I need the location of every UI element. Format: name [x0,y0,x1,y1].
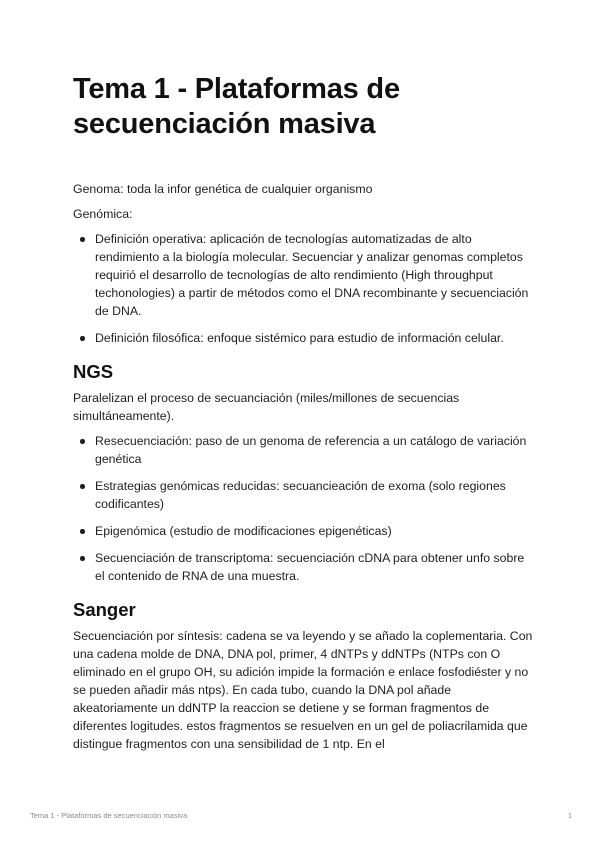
list-item: Resecuenciación: paso de un genoma de referencia a un catálogo de variación genética [95,432,533,468]
list-item: Definición filosófica: enfoque sistémico para estudio de información celular. [95,329,533,347]
list-item: Definición operativa: aplicación de tecnologías automatizadas de alto rendimiento a la biología molecular. Secuenciar y analizar genomas completos requirió el desarrollo de tecnologías de alto rendimiento (High throughput techonologies) a partir de métodos como el DNA recombinante y secuenciación de DNA. [95,230,533,320]
ngs-paragraph: Paralelizan el proceso de secuanciación (miles/millones de secuencias simultáneamente). [73,391,460,423]
ngs-list [73,432,533,585]
section-heading-ngs: NGS [73,361,114,382]
genoma-definition: Genoma: toda la infor genética de cualquier organismo [73,182,373,196]
footer-title: Tema 1 - Plataformas de secuenciación masiva [30,811,188,820]
section-heading-sanger: Sanger [73,599,136,620]
sanger-paragraph: Secuenciación por síntesis: cadena se va leyendo y se añado la coplementaria. Con una cadena molde de DNA, DNA pol, primer, 4 dNTPs y ddNTPs (NTPs con O eliminado en el grupo OH, su adición impide la formación e enlace fosfodiéster y no se pueden añadir más ntps). En cada tubo, cuando la DNA pol añade akeatoriamente un ddNTP la reaccion se detiene y se forman fragmentos de diferentes logitudes. estos fragmentos se resuelven en un gel de poliacrilamida que distingue fragmentos con una sensibilidad de 1 ntp. En el [73,629,533,751]
list-item: Secuenciación de transcriptoma: secuenciación cDNA para obtener unfo sobre el contenido de RNA de una muestra. [95,549,533,585]
list-item: Estrategias genómicas reducidas: secuancieación de exoma (solo regiones codificantes) [95,477,533,513]
document-content [73,72,533,753]
page-footer [30,811,572,820]
page-number: 1 [567,811,572,820]
genomica-label: Genómica: [73,207,133,221]
genomica-list [73,230,533,347]
page-title: Tema 1 - Plataformas de secuenciación masiva [73,73,400,140]
list-item: Epigenómica (estudio de modificaciones epigenéticas) [95,522,533,540]
